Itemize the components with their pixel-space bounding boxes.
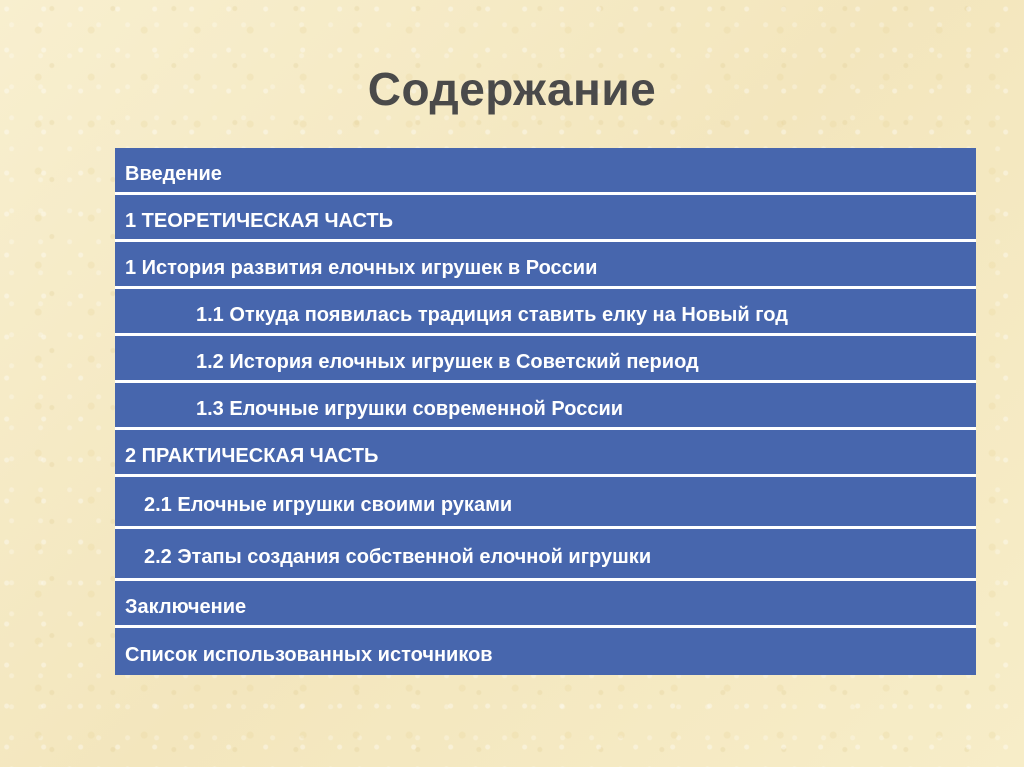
toc-item-label: 2.2 Этапы создания собственной елочной игрушки (144, 546, 652, 568)
toc-row-section-1-3 (115, 383, 976, 430)
toc-row-section-1-2 (115, 336, 976, 383)
toc-item-label: 1.3 Елочные игрушки современной России (196, 397, 624, 420)
toc-row-section-1-1 (115, 289, 976, 336)
toc-item-label: Введение (125, 162, 222, 185)
toc-item-label: 1.1 Откуда появилась традиция ставить елку на Новый год (196, 303, 788, 326)
toc-row-practical-part (115, 430, 976, 477)
toc-item-label: 1 История развития елочных игрушек в России (125, 256, 598, 279)
toc-item-label: Список использованных источников (125, 644, 493, 666)
slide-title: Содержание (367, 63, 657, 115)
toc-item-label: 2 ПРАКТИЧЕСКАЯ ЧАСТЬ (125, 444, 379, 467)
toc-item-label: Заключение (125, 595, 247, 618)
toc-item-label: 1.2 История елочных игрушек в Советский период (196, 350, 699, 373)
toc-row-conclusion (115, 581, 976, 628)
table-of-contents (115, 148, 976, 675)
toc-row-section-2-1 (115, 477, 976, 529)
toc-row-section-2-2 (115, 529, 976, 581)
toc-row-history-russia (115, 242, 976, 289)
toc-row-theoretical-part (115, 195, 976, 242)
toc-row-introduction (115, 148, 976, 195)
toc-item-label: 1 ТЕОРЕТИЧЕСКАЯ ЧАСТЬ (125, 209, 394, 232)
toc-item-label: 2.1 Елочные игрушки своими руками (144, 494, 513, 516)
toc-row-references (115, 628, 976, 675)
